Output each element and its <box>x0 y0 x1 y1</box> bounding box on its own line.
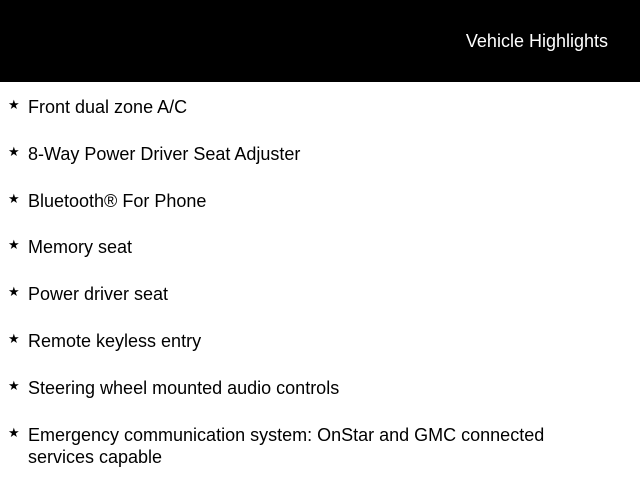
star-icon: ★ <box>8 98 20 113</box>
list-item-label: Memory seat <box>28 237 133 257</box>
list-item-label: Emergency communication system: OnStar and GMC connected services capable <box>28 425 545 467</box>
list-item-label: Remote keyless entry <box>28 331 202 351</box>
list-item-label: Power driver seat <box>28 284 169 304</box>
list-item-label: 8-Way Power Driver Seat Adjuster <box>28 144 301 164</box>
star-icon: ★ <box>8 332 20 347</box>
list-item-label: Bluetooth® For Phone <box>28 191 207 211</box>
star-icon: ★ <box>8 379 20 394</box>
star-icon: ★ <box>8 192 20 207</box>
star-icon: ★ <box>8 426 20 441</box>
page-title: Vehicle Highlights <box>465 31 608 51</box>
list-item-label: Steering wheel mounted audio controls <box>28 378 340 398</box>
star-icon: ★ <box>8 285 20 300</box>
list-item-label: Front dual zone A/C <box>28 97 188 117</box>
star-icon: ★ <box>8 238 20 253</box>
header-banner <box>0 0 640 82</box>
star-icon: ★ <box>8 145 20 160</box>
